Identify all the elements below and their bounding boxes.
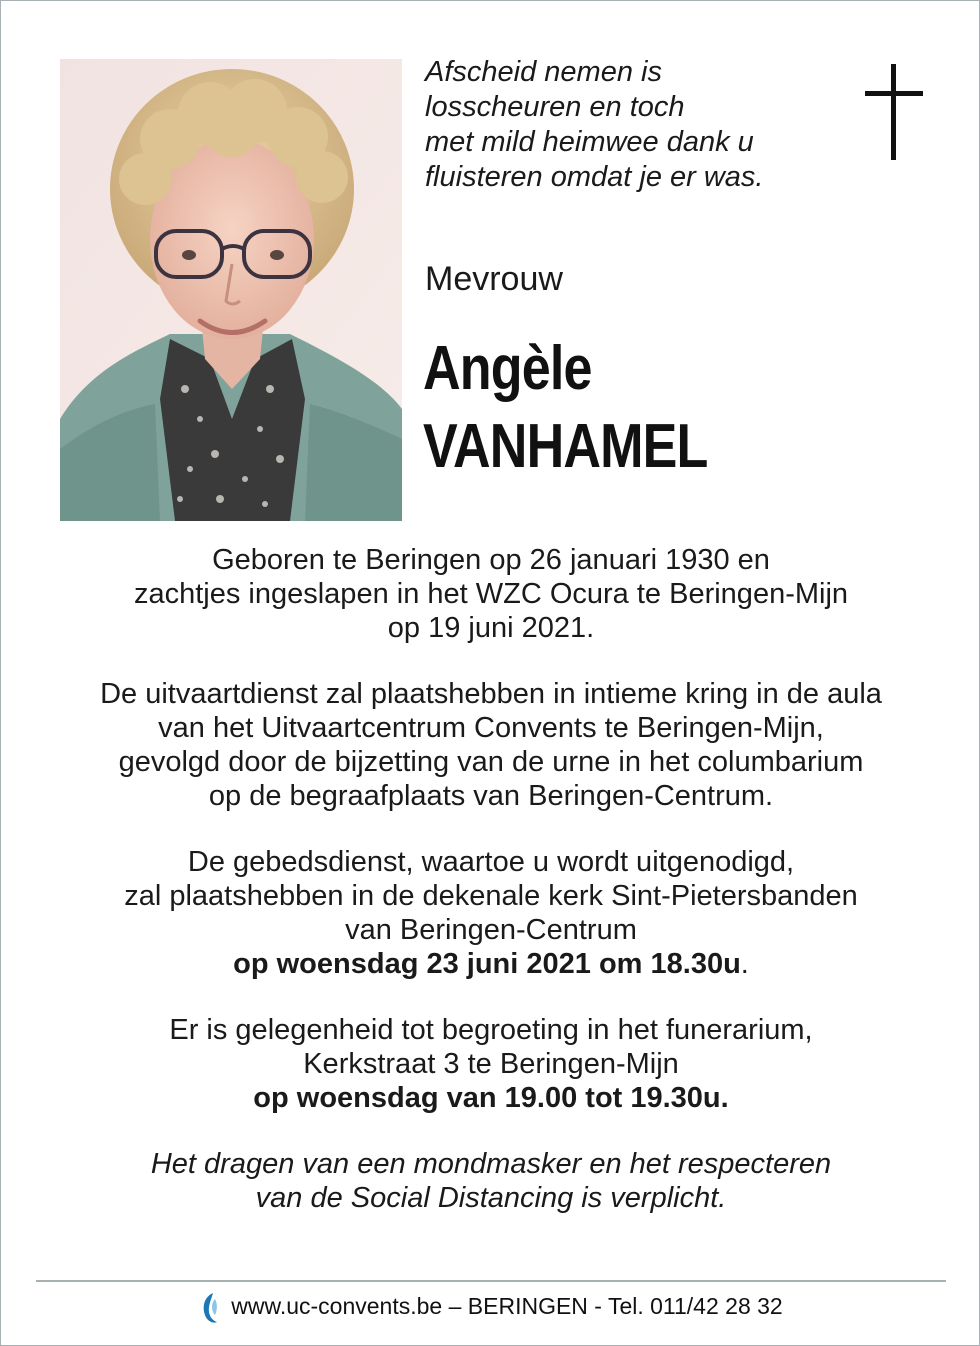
footer-contact: www.uc-convents.be – BERINGEN - Tel. 011/42 28 32 — [231, 1293, 783, 1320]
footer — [1, 1291, 980, 1325]
text-line: Het dragen van een mondmasker en het respecteren — [150, 1148, 832, 1180]
text-line: van het Uitvaartcentrum Convents te Beringen-Mijn, — [158, 712, 824, 744]
text-line: Er is gelegenheid tot begroeting in het funerarium, — [169, 1014, 813, 1046]
prayer-datetime-suffix: . — [740, 948, 749, 980]
text-line: op 19 juni 2021. — [387, 612, 595, 644]
text-line: De gebedsdienst, waartoe u wordt uitgenodigd, — [187, 846, 795, 878]
footer-divider — [36, 1280, 946, 1282]
cross-icon — [865, 64, 923, 160]
poem-line: losscheuren en toch — [425, 91, 685, 123]
text-line: van de Social Distancing is verplicht. — [255, 1182, 727, 1214]
text-line: gevolgd door de bijzetting van de urne in het columbarium — [118, 746, 864, 778]
prayer-datetime-bold: op woensdag 23 juni 2021 om 18.30u — [233, 948, 741, 980]
poem-line: Afscheid nemen is — [425, 56, 662, 88]
honorific-title: Mevrouw — [425, 260, 563, 298]
prayer-paragraph — [1, 845, 980, 981]
poem-line: met mild heimwee dank u — [425, 126, 754, 158]
prayer-datetime — [1, 947, 980, 981]
text-line: van Beringen-Centrum — [345, 914, 637, 946]
text-line: op de begraafplaats van Beringen-Centrum. — [208, 780, 774, 812]
visitation-paragraph — [1, 1013, 980, 1115]
funeral-home-logo-icon — [199, 1291, 221, 1325]
notice-paragraph — [1, 1147, 980, 1215]
text-line: Geboren te Beringen op 26 januari 1930 en — [212, 544, 770, 576]
announcement-body — [1, 543, 980, 1247]
visitation-datetime: op woensdag van 19.00 tot 19.30u. — [253, 1082, 729, 1114]
text-line: Kerkstraat 3 te Beringen-Mijn — [303, 1048, 679, 1080]
text-line: zachtjes ingeslapen in het WZC Ocura te Beringen-Mijn — [133, 578, 849, 610]
poem — [425, 55, 763, 195]
portrait-photo — [60, 59, 402, 521]
first-name: Angèle — [423, 334, 592, 403]
funeral-paragraph — [1, 677, 980, 813]
birth-paragraph — [1, 543, 980, 645]
poem-line: fluisteren omdat je er was. — [425, 161, 764, 193]
text-line: zal plaatshebben in de dekenale kerk Sint-Pietersbanden — [124, 880, 858, 912]
last-name: VANHAMEL — [423, 412, 708, 481]
text-line: De uitvaartdienst zal plaatshebben in intieme kring in de aula — [100, 678, 882, 710]
